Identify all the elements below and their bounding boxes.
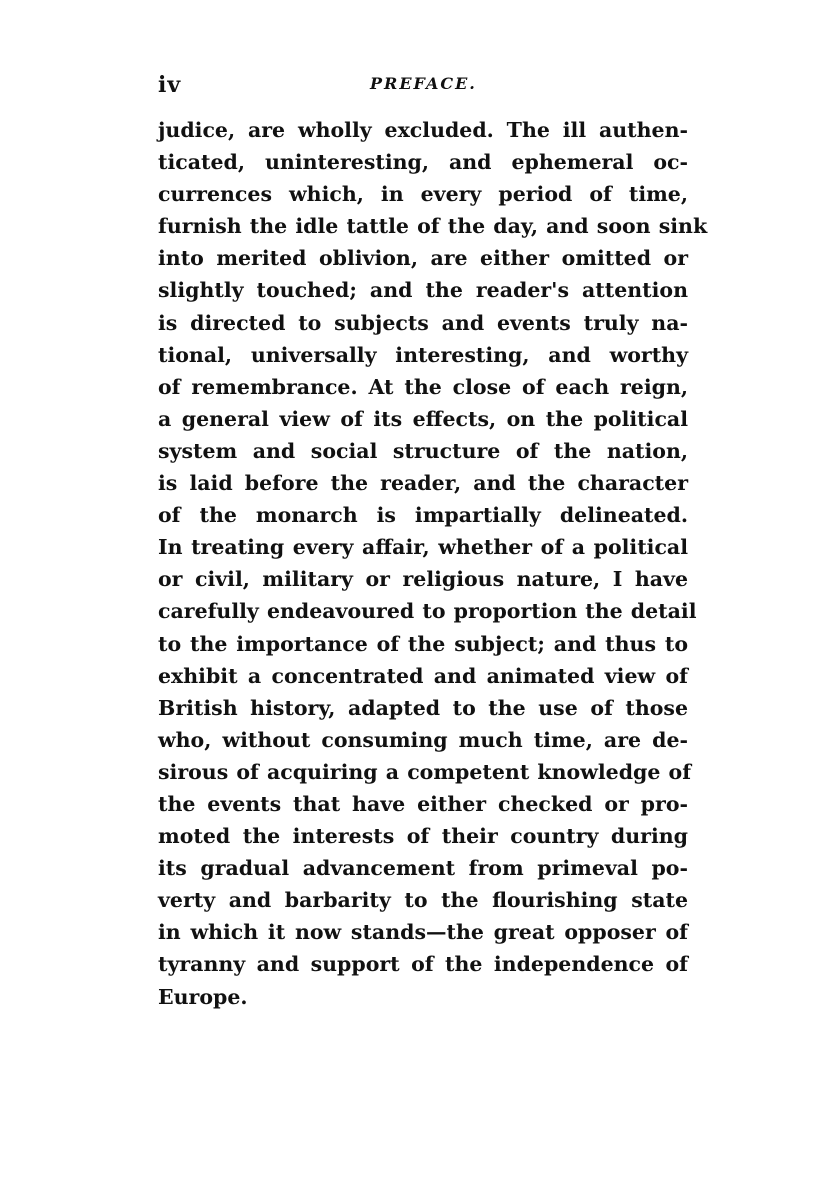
text-line: to the importance of the subject; and thus to [158,631,688,656]
text-line: tional, universally interesting, and worthy [158,342,688,367]
text-line: who, without consuming much time, are de- [158,727,688,752]
page-number: iv [158,72,182,98]
text-line: is laid before the reader, and the character [158,471,688,496]
text-line: a general view of its effects, on the political [158,406,688,431]
text-line: ticated, uninteresting, and ephemeral oc- [158,150,688,175]
text-line: British history, adapted to the use of those [158,695,688,720]
text-line: moted the interests of their country during [158,824,688,849]
text-line: verty and barbarity to the flourishing state [158,888,688,913]
text-line: judice, are wholly excluded. The ill authen- [158,118,688,142]
text-line: its gradual advancement from primeval po- [158,856,688,881]
text-line: exhibit a concentrated and animated view of [158,663,688,688]
page-header [158,72,688,106]
preface-body-text [158,114,708,1013]
text-line: is directed to subjects and events truly na- [158,310,688,335]
text-line: system and social structure of the nation, [158,438,688,463]
text-line: in which it now stands—the great opposer of [158,920,688,945]
text-line: slightly touched; and the reader's attention [158,278,688,303]
text-line: sirous of acquiring a competent knowledge of [158,759,692,784]
text-line: In treating every affair, whether of a political [158,535,688,560]
text-line: furnish the idle tattle of the day, and soon sink [158,214,708,239]
text-line: tyranny and support of the independence of [158,952,688,977]
text-line: Europe. [158,984,248,1009]
text-line: the events that have either checked or pro- [158,791,688,816]
text-line: of the monarch is impartially delineated. [158,503,688,528]
text-line: carefully endeavoured to proportion the detail [158,599,697,624]
text-line: into merited oblivion, are either omitted or [158,246,688,271]
text-line: of remembrance. At the close of each reign, [158,374,688,399]
running-head: PREFACE. [370,74,477,93]
text-line: or civil, military or religious nature, I have [158,567,688,592]
text-line: currences which, in every period of time, [158,182,688,207]
